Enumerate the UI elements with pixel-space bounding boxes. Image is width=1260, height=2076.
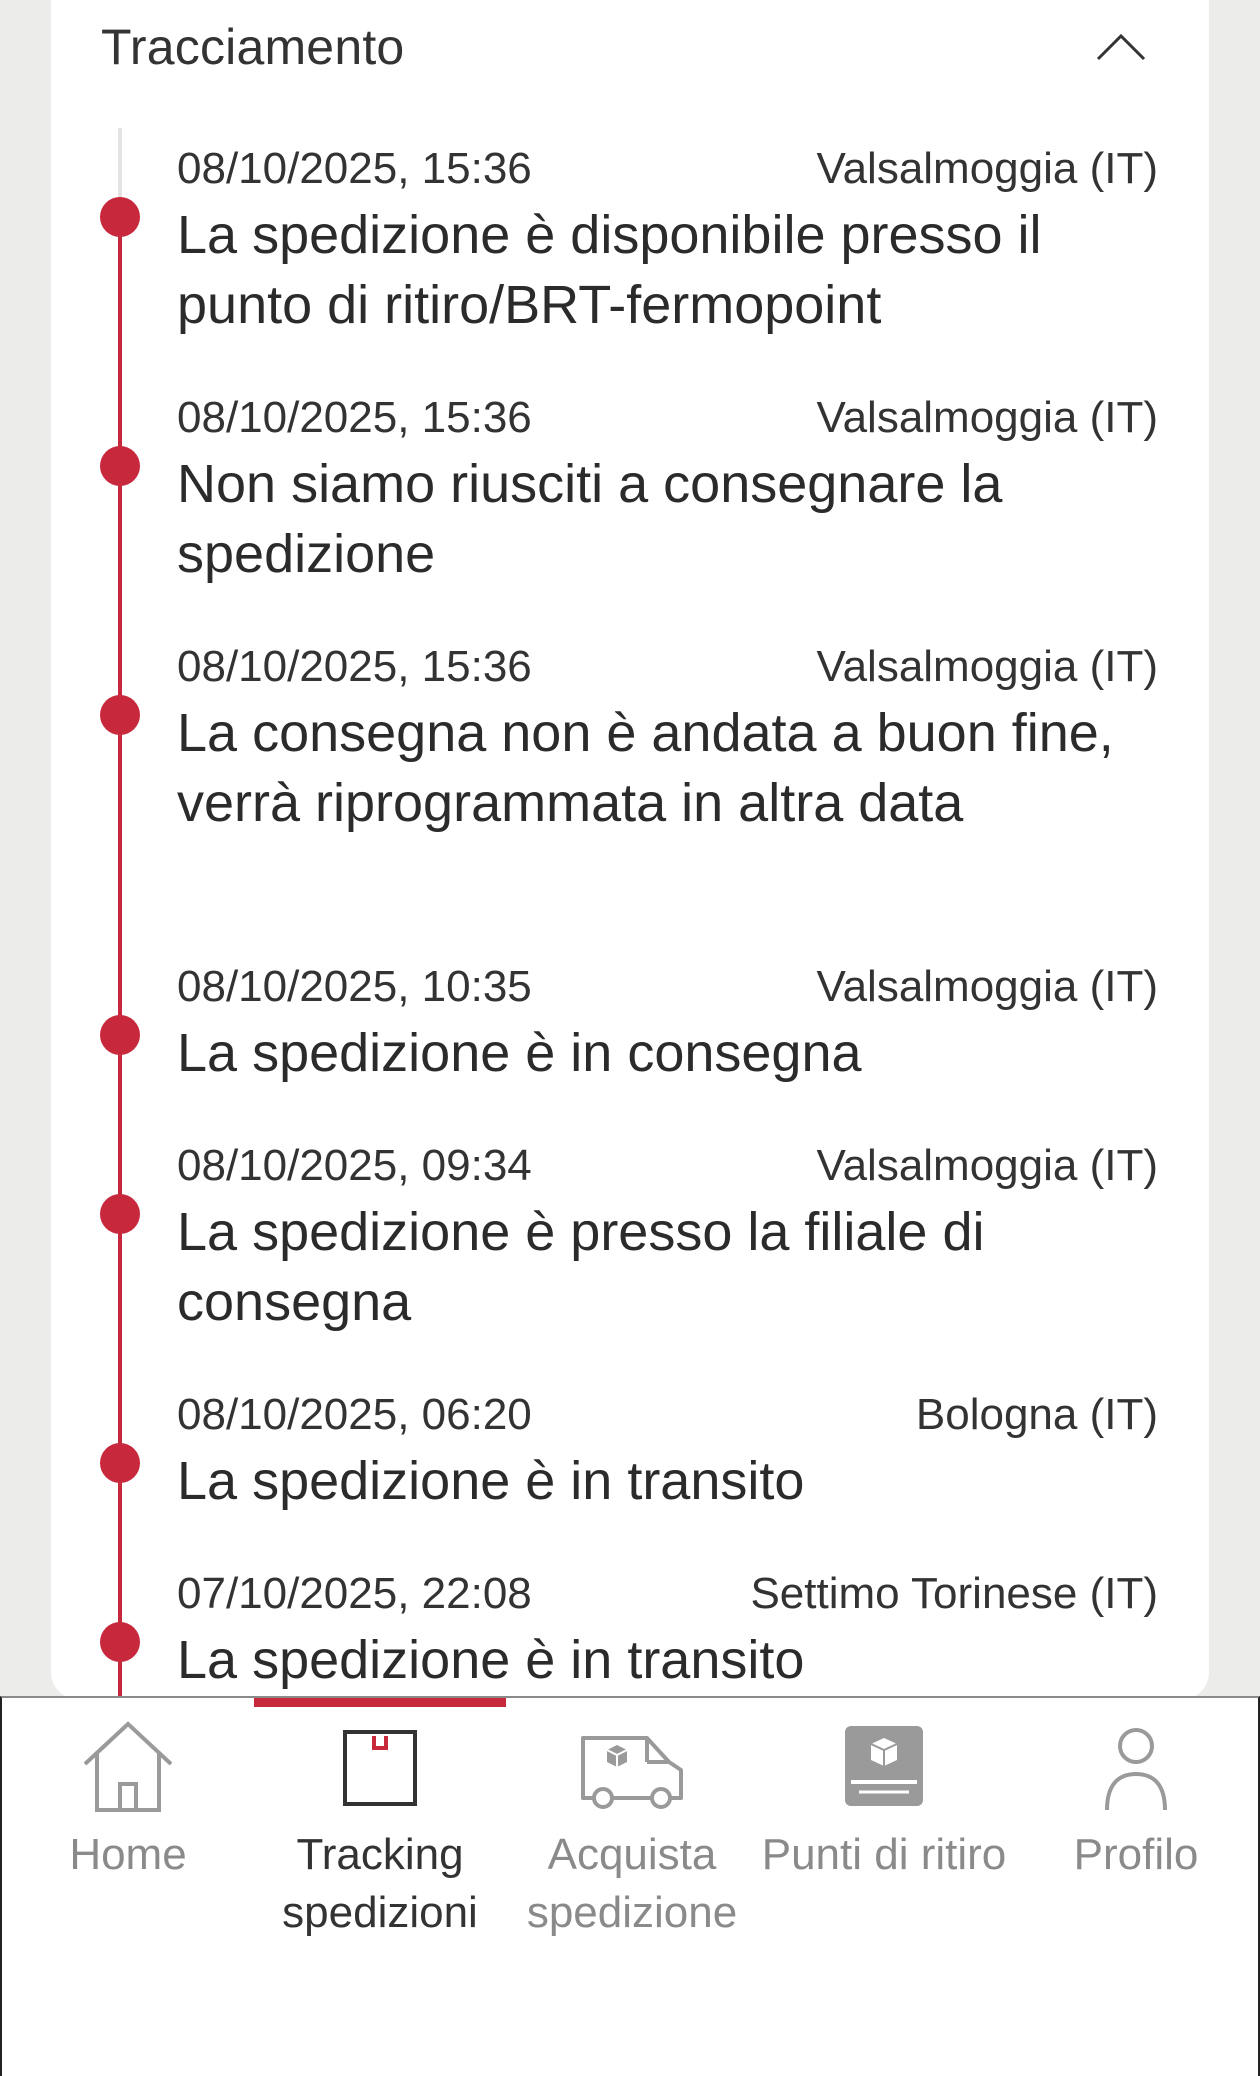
event-datetime: 07/10/2025, 22:08 [177, 1569, 532, 1618]
chevron-up-icon [1095, 32, 1147, 62]
bottom-navigation [0, 1696, 1260, 2076]
event-location: Valsalmoggia (IT) [816, 642, 1158, 691]
event-description: La spedizione è in consegna [177, 1023, 862, 1083]
nav-label: Profilo [1073, 1830, 1199, 1879]
event-location: Valsalmoggia (IT) [816, 1141, 1158, 1190]
tracking-title: Tracciamento [101, 19, 405, 75]
event-datetime: 08/10/2025, 15:36 [177, 144, 532, 193]
timeline-dot [100, 446, 140, 486]
event-location: Bologna (IT) [915, 1390, 1158, 1439]
event-datetime: 08/10/2025, 15:36 [177, 642, 532, 691]
nav-home[interactable] [2, 1718, 254, 1948]
package-icon [325, 1718, 435, 1818]
timeline-dot [100, 695, 140, 735]
event-datetime: 08/10/2025, 15:36 [177, 393, 532, 442]
nav-buy-shipment[interactable] [506, 1718, 758, 1948]
event-meta [177, 389, 1158, 447]
home-icon [73, 1718, 183, 1818]
user-icon [1081, 1718, 1191, 1818]
event-description: La spedizione è in transito [177, 1630, 805, 1690]
collapse-button[interactable] [1083, 12, 1159, 82]
timeline-dot [100, 1622, 140, 1662]
event-meta [177, 1386, 1158, 1444]
nav-pickup-points[interactable] [758, 1718, 1010, 1948]
delivery-van-icon [577, 1718, 687, 1818]
event-location: Valsalmoggia (IT) [816, 393, 1158, 442]
event-meta [177, 1565, 1158, 1623]
event-meta [177, 1137, 1158, 1195]
event-meta [177, 958, 1158, 1016]
event-location: Settimo Torinese (IT) [750, 1569, 1158, 1618]
pickup-point-icon [829, 1718, 939, 1818]
event-meta [177, 638, 1158, 696]
event-datetime: 08/10/2025, 09:34 [177, 1141, 532, 1190]
active-tab-indicator [254, 1698, 506, 1707]
event-meta [177, 140, 1158, 198]
event-description: La spedizione è presso la filiale di consegna [177, 1202, 985, 1332]
event-description: La spedizione è in transito [177, 1451, 805, 1511]
nav-label: Acquista spedizione [526, 1830, 738, 1937]
nav-label: Home [69, 1830, 187, 1879]
event-description: La spedizione è disponibile presso il punto di ritiro/BRT-fermopoint [177, 205, 1042, 335]
nav-label: Punti di ritiro [761, 1830, 1007, 1879]
timeline-dot [100, 1443, 140, 1483]
event-datetime: 08/10/2025, 06:20 [177, 1390, 532, 1439]
nav-label: Tracking spedizioni [282, 1830, 478, 1937]
tracking-card-header[interactable] [101, 0, 1159, 100]
timeline-dot [100, 1015, 140, 1055]
event-datetime: 08/10/2025, 10:35 [177, 962, 532, 1011]
timeline-dot [100, 197, 140, 237]
event-location: Valsalmoggia (IT) [816, 962, 1158, 1011]
nav-profile[interactable] [1010, 1718, 1260, 1948]
timeline-dot [100, 1194, 140, 1234]
event-description: La consegna non è andata a buon fine, verrà riprogrammata in altra data [177, 703, 1114, 833]
event-location: Valsalmoggia (IT) [816, 144, 1158, 193]
nav-tracking[interactable] [254, 1718, 506, 1948]
event-description: Non siamo riusciti a consegnare la spedizione [177, 454, 1003, 584]
